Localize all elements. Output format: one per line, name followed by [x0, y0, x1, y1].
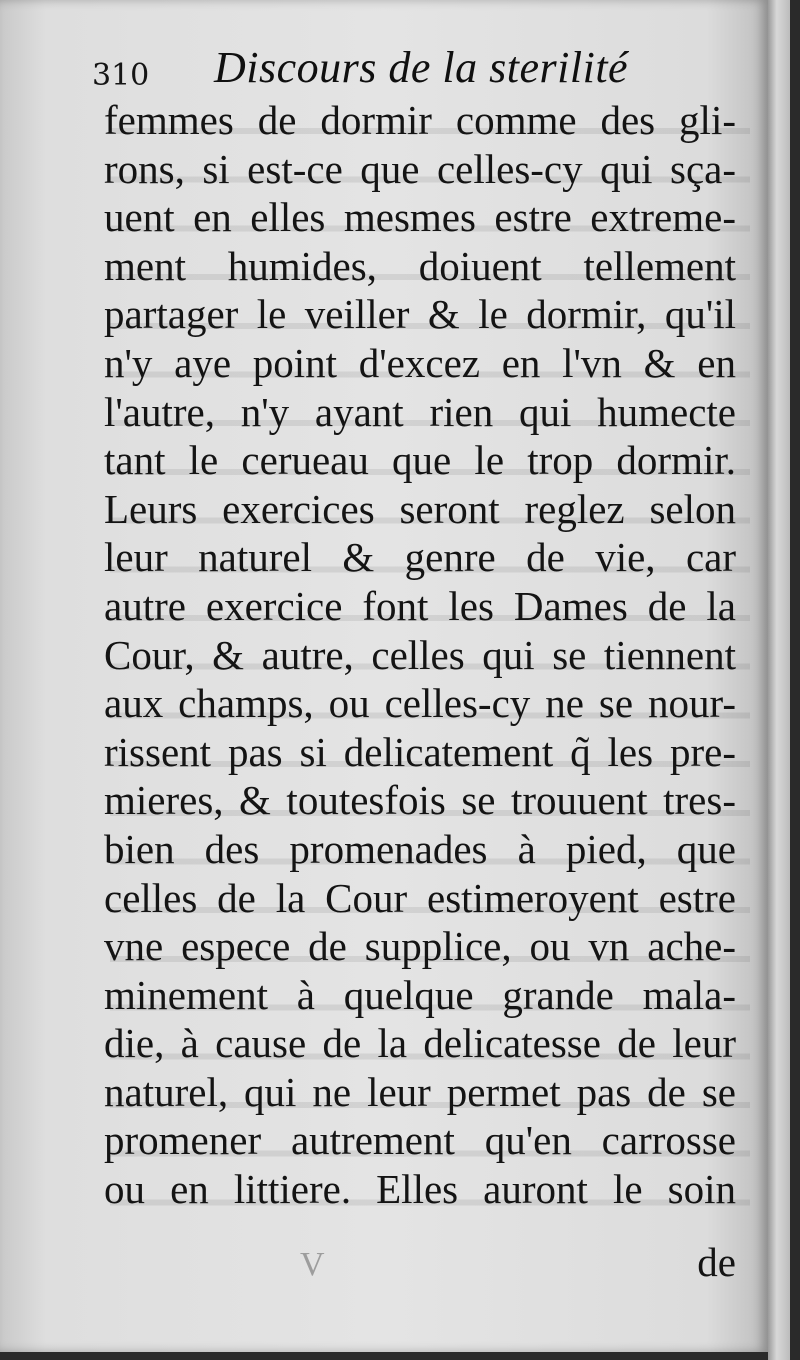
signature-mark: V [300, 1246, 325, 1283]
text-line: autre exercice font les Dames de la [104, 582, 736, 629]
text-line: rissent pas si delicatement q̃ les pre- [104, 728, 736, 775]
text-line: vne espece de supplice, ou vn ache- [104, 923, 736, 970]
page-edge [768, 0, 790, 1360]
text-line: Cour, & autre, celles qui se tiennent [104, 631, 736, 678]
text-line: naturel, qui ne leur permet pas de se [104, 1068, 736, 1115]
text-line: femmes de dormir comme des gli- [104, 97, 736, 143]
text-line: n'y aye point d'excez en l'vn & en [104, 339, 736, 386]
text-line: ment humides, doiuent tellement [104, 242, 736, 289]
text-line: promener autrement qu'en carrosse [104, 1117, 736, 1164]
text-line: bien des promenades à pied, que [104, 825, 736, 872]
text-line: partager le veiller & le dormir, qu'il [104, 291, 736, 338]
text-line: minement à quelque grande mala- [104, 971, 736, 1018]
text-line: mieres, & toutesfois se trouuent tres- [104, 777, 736, 824]
text-line: uent en elles mesmes estre extreme- [104, 194, 736, 241]
text-line: Leurs exercices seront reglez selon [104, 485, 736, 532]
text-line: die, à cause de la delicatesse de leur [104, 1020, 736, 1067]
running-head: Discours de la sterilité [214, 43, 629, 92]
text-line: celles de la Cour estimeroyent estre [104, 874, 736, 921]
page-header [92, 42, 732, 98]
text-line: leur naturel & genre de vie, car [104, 534, 736, 581]
text-line: tant le cerueau que le trop dormir. [104, 437, 736, 484]
text-line: ou en littiere. Elles auront le soin [104, 1166, 736, 1213]
body-text [104, 96, 736, 1214]
page-number: 310 [92, 58, 150, 93]
text-line: aux champs, ou celles-cy ne se nour- [104, 680, 736, 727]
text-line: l'autre, n'y ayant rien qui humecte [104, 388, 736, 435]
catchword: de [697, 1239, 736, 1285]
text-line: rons, si est-ce que celles-cy qui sça- [104, 145, 736, 192]
